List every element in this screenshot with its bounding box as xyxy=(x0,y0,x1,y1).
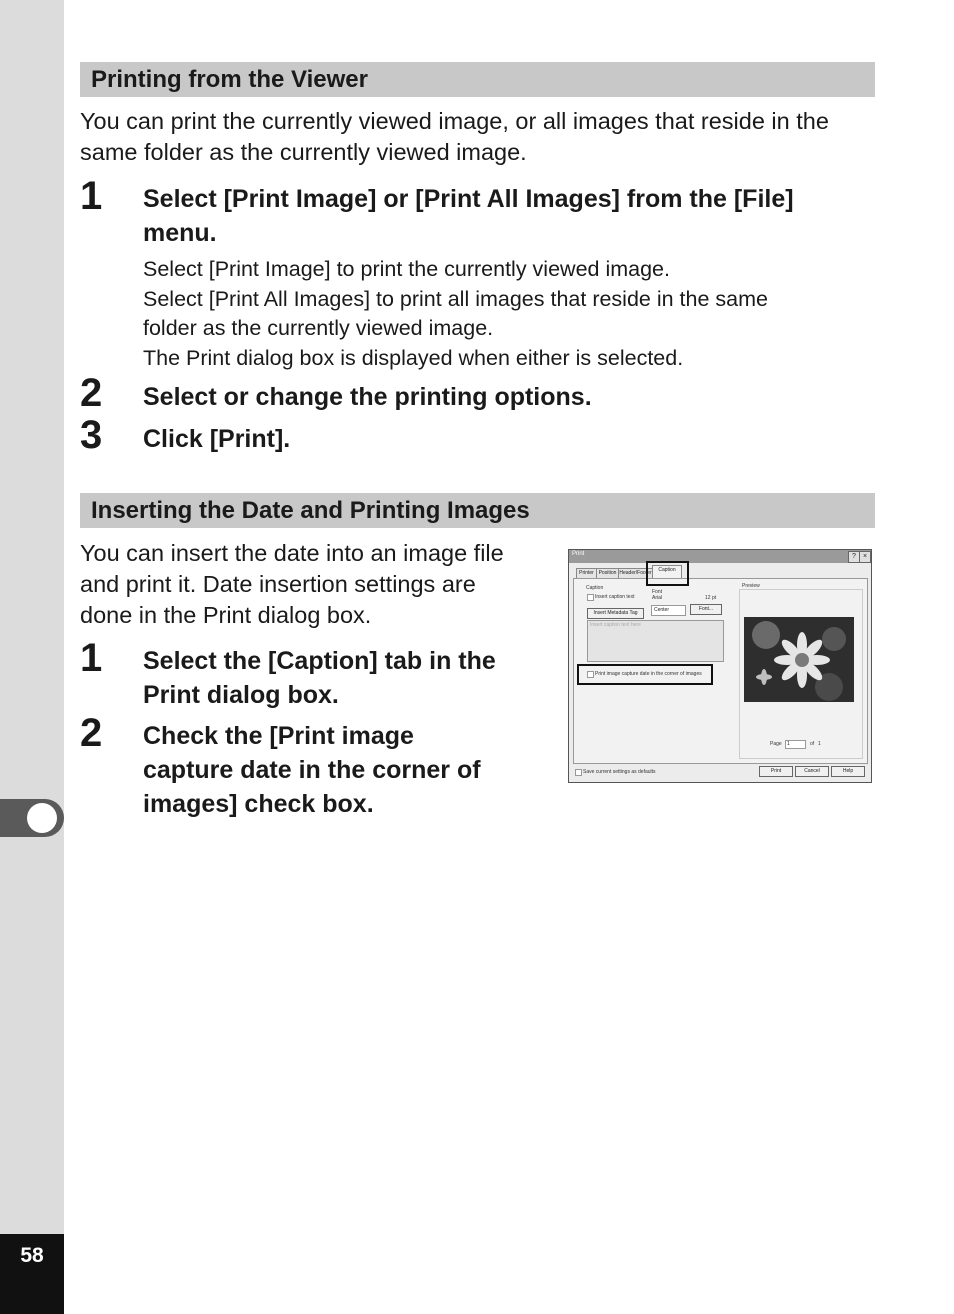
step-title xyxy=(143,719,481,821)
print-dialog-screenshot xyxy=(568,549,872,783)
flower-preview-image xyxy=(744,617,854,702)
help-icon[interactable]: ? xyxy=(848,551,860,563)
step-title-line: Select [Print Image] or [Print All Images] from the [File] xyxy=(143,185,794,213)
tab-position[interactable]: Position xyxy=(596,568,619,579)
font-group-label: Font xyxy=(652,589,663,595)
section2-intro xyxy=(80,538,504,631)
intro-line: and print it. Date insertion settings are xyxy=(80,571,476,597)
save-defaults-label: Save current settings as defaults xyxy=(583,769,656,775)
of-label: of xyxy=(810,741,815,747)
section1-intro xyxy=(80,106,829,168)
font-button[interactable]: Font... xyxy=(690,604,722,615)
tab-caption[interactable]: Caption xyxy=(652,565,682,578)
detail-line: The Print dialog box is displayed when either is selected. xyxy=(143,345,684,370)
step-title-line: Print dialog box. xyxy=(143,681,339,709)
print-date-label: Print image capture date in the corner of images xyxy=(595,671,702,677)
caption-text-area[interactable] xyxy=(587,620,724,662)
tab-header-footer[interactable]: Header/Footer xyxy=(618,568,653,579)
font-name: Arial xyxy=(652,595,663,601)
chapter-tab-circle xyxy=(27,803,57,833)
step-number: 3 xyxy=(80,413,103,457)
align-select[interactable]: Center xyxy=(651,605,686,616)
step-title xyxy=(143,182,794,250)
detail-line: folder as the currently viewed image. xyxy=(143,316,494,340)
step-title: Select or change the printing options. xyxy=(143,383,592,411)
dialog-title: Print xyxy=(572,551,585,557)
left-margin-strip xyxy=(0,0,64,1314)
cancel-button[interactable]: Cancel xyxy=(795,766,829,777)
insert-caption-checkbox[interactable] xyxy=(587,594,594,601)
section-heading-bar-date xyxy=(80,493,875,528)
step-title-line: Check the [Print image xyxy=(143,722,414,750)
insert-caption-label: Insert caption text xyxy=(595,594,635,600)
section-heading: Printing from the Viewer xyxy=(91,66,368,93)
print-button[interactable]: Print xyxy=(759,766,793,777)
page-number-input[interactable]: 1 xyxy=(785,740,806,749)
step-title-line: capture date in the corner of xyxy=(143,756,481,784)
intro-line: done in the Print dialog box. xyxy=(80,602,372,628)
save-defaults-checkbox[interactable] xyxy=(575,769,582,776)
section-heading: Inserting the Date and Printing Images xyxy=(91,497,530,524)
caption-tab-highlight xyxy=(646,561,689,586)
step-number: 1 xyxy=(80,636,103,680)
step-number: 2 xyxy=(80,371,103,415)
step-title-line: Select the [Caption] tab in the xyxy=(143,647,496,675)
page-number: 58 xyxy=(20,1244,44,1267)
font-size: 12 pt xyxy=(705,595,717,601)
intro-line: same folder as the currently viewed image. xyxy=(80,139,527,165)
print-date-highlight xyxy=(577,664,713,685)
detail-line: Select [Print Image] to print the currently viewed image. xyxy=(143,257,670,281)
step-number: 2 xyxy=(80,711,103,755)
step-detail xyxy=(143,255,768,373)
tab-printer[interactable]: Printer xyxy=(576,568,597,579)
page-label: Page xyxy=(770,741,782,747)
step-title-line: menu. xyxy=(143,219,217,247)
caption-group-label: Caption xyxy=(586,585,604,591)
intro-line: You can insert the date into an image file xyxy=(80,540,504,566)
step-title: Click [Print]. xyxy=(143,425,291,453)
page-total: 1 xyxy=(818,741,821,747)
caption-placeholder: Insert caption text here xyxy=(590,622,641,628)
intro-line: You can print the currently viewed image, or all images that reside in the xyxy=(80,108,829,134)
step-title-line: images] check box. xyxy=(143,790,374,818)
detail-line: Select [Print All Images] to print all images that reside in the same xyxy=(143,286,768,311)
step-number: 1 xyxy=(80,174,103,218)
step-title xyxy=(143,644,496,712)
preview-group-label: Preview xyxy=(742,583,760,589)
section-heading-bar-viewer xyxy=(80,62,875,97)
help-button[interactable]: Help xyxy=(831,766,865,777)
dialog-title-bar xyxy=(569,550,871,563)
insert-metadata-button[interactable]: Insert Metadata Tag xyxy=(587,608,644,619)
close-icon[interactable]: × xyxy=(859,551,871,563)
